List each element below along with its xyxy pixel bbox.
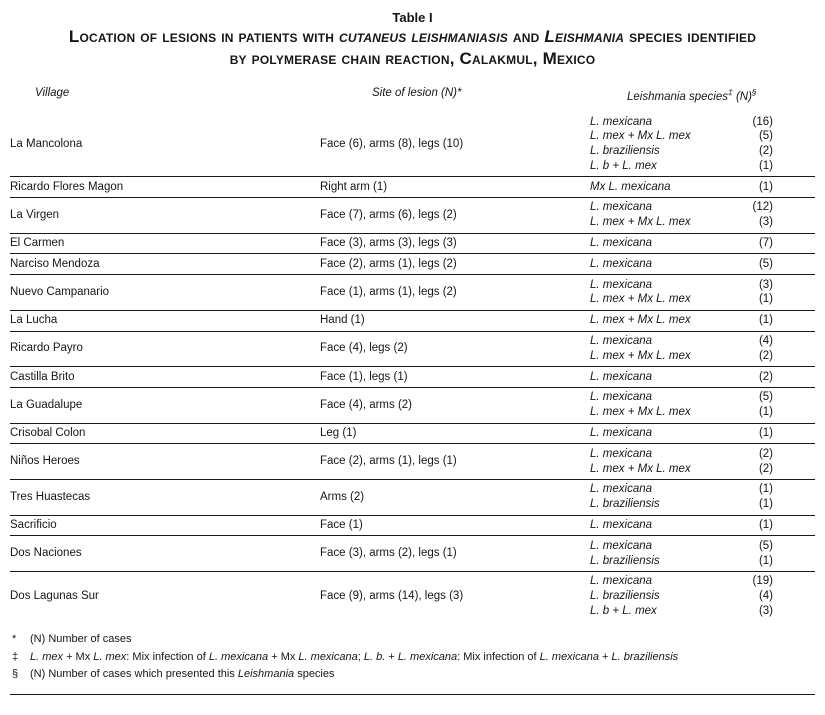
species-count: (19) [752, 575, 773, 588]
species-count: (2) [758, 447, 773, 460]
site-of-lesion-cell: Face (2), arms (1), legs (1) [320, 455, 457, 468]
species-line [590, 554, 815, 569]
table-row [10, 177, 815, 198]
plain-text: + Mx [268, 650, 299, 663]
column-header-village: Village [35, 87, 70, 99]
plain-text: by polymerase chain reaction, Calakmul, Mexico [229, 49, 596, 68]
species-line [590, 200, 815, 215]
site-of-lesion-cell: Face (3), arms (2), legs (1) [320, 547, 457, 560]
italic-text: L. mexicana [298, 650, 358, 663]
column-header-site: Site of lesion (N)* [372, 87, 462, 99]
species-cell [590, 518, 815, 533]
species-name: L. mexicana [590, 483, 653, 496]
table-row [10, 572, 815, 621]
village-cell: Narciso Mendoza [10, 257, 100, 270]
species-name: L. mexicana [590, 391, 653, 404]
species-cell [590, 390, 815, 420]
species-name: L. braziliensis [590, 554, 660, 567]
species-count: (1) [758, 498, 773, 511]
double-dagger-symbol: ‡ [728, 87, 733, 97]
italic-text: L. mexicana [539, 650, 599, 663]
species-count: (1) [758, 406, 773, 419]
village-cell: La Virgen [10, 208, 60, 221]
species-name: L. mex + Mx L. mex [590, 314, 691, 327]
species-name: L. mex + Mx L. mex [590, 216, 691, 229]
footnote [12, 649, 812, 667]
plain-text: : Mix infection of [457, 650, 540, 663]
species-count: (4) [758, 590, 773, 603]
species-count: (1) [758, 293, 773, 306]
site-of-lesion-cell: Face (1), legs (1) [320, 370, 408, 383]
plain-text: + Mx [63, 650, 94, 663]
species-line [590, 313, 815, 328]
plain-text: + [385, 650, 398, 663]
village-cell: Nuevo Campanario [10, 286, 110, 299]
village-cell: Ricardo Payro [10, 342, 83, 355]
village-cell: Dos Lagunas Sur [10, 590, 99, 603]
species-cell [590, 370, 815, 385]
site-of-lesion-cell: Face (6), arms (8), legs (10) [320, 137, 464, 150]
species-count: (1) [758, 180, 773, 193]
column-header-species-n: (N) [732, 90, 752, 103]
species-line [590, 482, 815, 497]
species-name: Mx L. mexicana [590, 180, 671, 193]
footnote [12, 666, 812, 684]
footnotes [12, 631, 812, 684]
species-line [590, 278, 815, 293]
italic-text: L. mexicana [397, 650, 458, 663]
site-of-lesion-cell: Leg (1) [320, 427, 357, 440]
species-name: L. b + L. mex [590, 605, 657, 618]
species-line [590, 518, 815, 533]
species-cell [590, 236, 815, 251]
species-count: (2) [758, 145, 773, 158]
table-row [10, 388, 815, 424]
species-name: L. braziliensis [590, 145, 660, 158]
species-count: (7) [758, 237, 773, 250]
species-name: L. mexicana [590, 201, 653, 214]
plain-text: + [598, 650, 612, 663]
italic-text: L. mex [93, 650, 127, 663]
species-cell [590, 180, 815, 195]
species-name: L. mexicana [590, 539, 653, 552]
species-count: (3) [758, 605, 773, 618]
species-name: L. b + L. mex [590, 159, 657, 172]
species-line [590, 426, 815, 441]
species-line [590, 215, 815, 230]
species-count: (1) [758, 483, 773, 496]
plain-text: (N) Number of cases which presented this [30, 668, 238, 680]
species-line [590, 292, 815, 307]
village-cell: Tres Huastecas [10, 490, 91, 503]
species-count: (12) [752, 201, 773, 214]
table-row [10, 254, 815, 275]
table-body [10, 112, 815, 621]
species-name: L. mexicana [590, 335, 653, 348]
plain-text: species [294, 668, 335, 680]
species-line [590, 390, 815, 405]
table-title-line-2 [0, 48, 825, 70]
species-count: (5) [758, 257, 773, 270]
village-cell: Niños Heroes [10, 455, 80, 468]
site-of-lesion-cell: Face (7), arms (6), legs (2) [320, 208, 457, 221]
species-line [590, 129, 815, 144]
plain-text: : Mix infection of [126, 650, 209, 663]
species-name: L. mex + Mx L. mex [590, 293, 691, 306]
species-name: L. mexicana [590, 237, 653, 250]
species-name: L. mexicana [590, 278, 653, 291]
table-label: Table I [392, 10, 433, 25]
village-cell: La Lucha [10, 314, 58, 327]
table-row [10, 311, 815, 332]
species-line [590, 236, 815, 251]
italic-text: Leishmania [544, 27, 625, 46]
species-cell [590, 313, 815, 328]
species-count: (2) [758, 462, 773, 475]
italic-text: Leishmania [237, 668, 295, 680]
village-cell: Crisobal Colon [10, 427, 86, 440]
species-line [590, 180, 815, 195]
species-count: (1) [758, 159, 773, 172]
village-cell: Ricardo Flores Magon [10, 180, 124, 193]
plain-text: species identified [624, 27, 757, 46]
species-cell [590, 115, 815, 174]
plain-text: (N) Number of cases [30, 633, 132, 645]
species-count: (1) [758, 314, 773, 327]
table-row [10, 536, 815, 572]
site-of-lesion-cell: Face (2), arms (1), legs (2) [320, 257, 457, 270]
site-of-lesion-cell: Face (9), arms (14), legs (3) [320, 590, 464, 603]
site-of-lesion-cell: Right arm (1) [320, 180, 388, 193]
species-count: (1) [758, 554, 773, 567]
species-line [590, 604, 815, 619]
species-line [590, 574, 815, 589]
species-count: (4) [758, 335, 773, 348]
site-of-lesion-cell: Face (4), legs (2) [320, 342, 408, 355]
italic-text: L. b. [363, 650, 386, 663]
village-cell: La Mancolona [10, 137, 83, 150]
column-header-species-base: Leishmania species [627, 90, 729, 103]
species-line [590, 349, 815, 364]
species-cell [590, 447, 815, 477]
species-cell [590, 574, 815, 618]
species-line [590, 370, 815, 385]
table-row [10, 444, 815, 480]
species-name: L. mex + Mx L. mex [590, 130, 691, 143]
footnote [12, 631, 812, 649]
footnote-marker: * [12, 633, 17, 645]
species-line [590, 462, 815, 477]
species-line [590, 257, 815, 272]
species-count: (1) [758, 427, 773, 440]
species-count: (2) [758, 349, 773, 362]
species-line [590, 115, 815, 130]
species-cell [590, 482, 815, 512]
bottom-rule [10, 694, 815, 695]
footnote-text [30, 666, 812, 684]
species-line [590, 589, 815, 604]
species-count: (2) [758, 370, 773, 383]
species-name: L. mexicana [590, 370, 653, 383]
village-cell: El Carmen [10, 237, 65, 250]
species-line [590, 159, 815, 174]
species-count: (5) [758, 539, 773, 552]
species-count: (1) [758, 519, 773, 532]
site-of-lesion-cell: Arms (2) [320, 490, 365, 503]
footnote-marker: ‡ [12, 650, 19, 663]
footnote-marker: § [12, 668, 19, 680]
footnote-text [30, 649, 812, 667]
village-cell: Sacrificio [10, 519, 57, 532]
species-count: (16) [752, 115, 773, 128]
species-name: L. mexicana [590, 575, 653, 588]
site-of-lesion-cell: Face (1), arms (1), legs (2) [320, 286, 457, 299]
species-line [590, 497, 815, 512]
species-name: L. braziliensis [590, 498, 660, 511]
species-count: (5) [758, 130, 773, 143]
site-of-lesion-cell: Face (1) [320, 519, 363, 532]
section-symbol: § [751, 87, 757, 97]
column-header-row [0, 87, 825, 103]
species-name: L. mex + Mx L. mex [590, 406, 691, 419]
species-name: L. mex + Mx L. mex [590, 462, 691, 475]
table-row [10, 332, 815, 368]
species-name: L. braziliensis [590, 590, 660, 603]
table-row [10, 480, 815, 516]
village-cell: Castilla Brito [10, 370, 75, 383]
species-cell [590, 539, 815, 569]
italic-text: cutaneus leishmaniasis [339, 27, 508, 46]
table-title-line-1 [0, 26, 825, 48]
table-row [10, 367, 815, 388]
table-row [10, 424, 815, 445]
italic-text: L. braziliensis [611, 650, 679, 663]
column-header-species [627, 87, 757, 103]
table-row [10, 516, 815, 537]
species-line [590, 539, 815, 554]
table-row [10, 275, 815, 311]
species-cell [590, 334, 815, 364]
species-count: (5) [758, 391, 773, 404]
species-name: L. mexicana [590, 115, 653, 128]
plain-text: and [507, 27, 545, 46]
village-cell: La Guadalupe [10, 398, 83, 411]
species-count: (3) [758, 216, 773, 229]
site-of-lesion-cell: Face (4), arms (2) [320, 398, 413, 411]
table-title [0, 26, 825, 70]
species-line [590, 447, 815, 462]
species-line [590, 144, 815, 159]
species-name: L. mexicana [590, 257, 653, 270]
species-name: L. mex + Mx L. mex [590, 349, 691, 362]
species-cell [590, 257, 815, 272]
species-name: L. mexicana [590, 519, 653, 532]
species-count: (3) [758, 278, 773, 291]
species-line [590, 405, 815, 420]
site-of-lesion-cell: Face (3), arms (3), legs (3) [320, 237, 457, 250]
species-cell [590, 426, 815, 441]
species-name: L. mexicana [590, 427, 653, 440]
table-row [10, 112, 815, 177]
species-cell [590, 278, 815, 308]
plain-text: Location of lesions in patients with [68, 27, 340, 46]
italic-text: L. mexicana [208, 650, 269, 663]
site-of-lesion-cell: Hand (1) [320, 314, 365, 327]
species-cell [590, 200, 815, 230]
table-row [10, 198, 815, 234]
italic-text: L. mex [30, 650, 64, 663]
table-row [10, 234, 815, 255]
footnote-text [30, 631, 812, 649]
plain-text: ; [357, 650, 364, 663]
village-cell: Dos Naciones [10, 547, 82, 560]
species-name: L. mexicana [590, 447, 653, 460]
species-line [590, 334, 815, 349]
